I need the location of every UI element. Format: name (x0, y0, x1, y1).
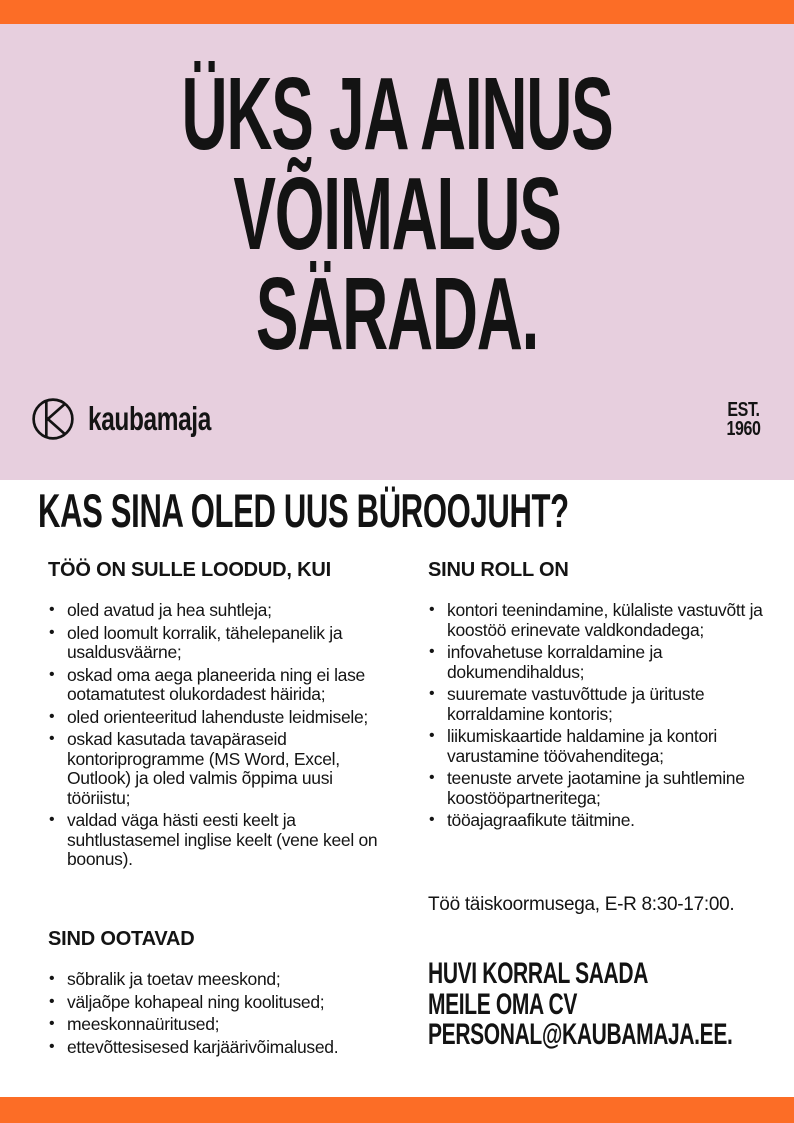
list-item: • tööajagraafikute täitmine. (428, 811, 780, 831)
cta-line-1: HUVI KORRAL SAADA (428, 957, 649, 990)
established-badge (726, 401, 760, 438)
bottom-accent-bar (0, 1097, 794, 1123)
kaubamaja-circle-k-icon (32, 398, 74, 440)
list-item: • oled loomult korralik, tähelepanelik ja usaldusväärne; (48, 624, 396, 663)
section-benefits (48, 929, 396, 1060)
benefits-header: SIND OOTAVAD (48, 928, 195, 950)
apply-cta (428, 959, 732, 1051)
brand-row (32, 397, 254, 441)
list-item: • suuremate vastuvõttude ja ürituste korraldamine kontoris; (428, 685, 780, 724)
list-item: • oled avatud ja hea suhtleja; (48, 601, 396, 621)
list-item: • teenuste arvete jaotamine ja suhtlemine koostööpartneritega; (428, 769, 780, 808)
top-accent-bar (0, 0, 794, 24)
list-item: • väljaõpe kohapeal ning koolitused; (48, 993, 396, 1013)
role-header: SINU ROLL ON (428, 559, 569, 581)
list-item: • ettevõttesisesed karjäärivõimalused. (48, 1038, 396, 1058)
list-item: • liikumiskaartide haldamine ja kontori varustamine töövahenditega; (428, 727, 780, 766)
established-label: EST. (726, 399, 760, 421)
headline-line-2: VÕIMALUS (233, 156, 561, 271)
brand-wordmark: kaubamaja (88, 400, 211, 437)
list-item: • oskad oma aega planeerida ning ei lase ootamatutest olukordadest häirida; (48, 666, 396, 705)
cta-line-2: MEILE OMA CV (428, 987, 578, 1021)
headline-line-1: ÜKS JA AINUS (181, 56, 613, 171)
list-item: • infovahetuse korraldamine ja dokumendihaldus; (428, 643, 780, 682)
list-item: • oskad kasutada tavapäraseid kontoriprogramme (MS Word, Excel, Outlook) ja oled valmis õppima uusi tööriistu; (48, 730, 396, 808)
page-title: KAS SINA OLED UUS BÜROOJUHT? (38, 484, 569, 537)
work-schedule-note: Töö täiskoormusega, E-R 8:30-17:00. (428, 894, 735, 915)
headline-line-3: SÄRADA. (255, 256, 539, 371)
section-requirements (48, 560, 396, 873)
requirements-header: TÖÖ ON SULLE LOODUD, KUI (48, 559, 331, 581)
benefits-list (48, 970, 396, 1057)
hero-section (0, 24, 794, 480)
role-list (428, 601, 780, 831)
requirements-list (48, 601, 396, 870)
list-item: • oled orienteeritud lahenduste leidmisele; (48, 708, 396, 728)
cta-email: PERSONAL@KAUBAMAJA.EE. (428, 1018, 733, 1051)
list-item: • sõbralik ja toetav meeskond; (48, 970, 396, 990)
list-item: • kontori teenindamine, külaliste vastuvõtt ja koostöö erinevate valdkondadega; (428, 601, 780, 640)
list-item: • meeskonnaüritused; (48, 1015, 396, 1035)
hero-headline (151, 56, 643, 371)
established-year: 1960 (726, 417, 760, 440)
section-role (428, 560, 780, 834)
list-item: • valdad väga hästi eesti keelt ja suhtlustasemel inglise keelt (vene keel on boonus). (48, 811, 396, 870)
